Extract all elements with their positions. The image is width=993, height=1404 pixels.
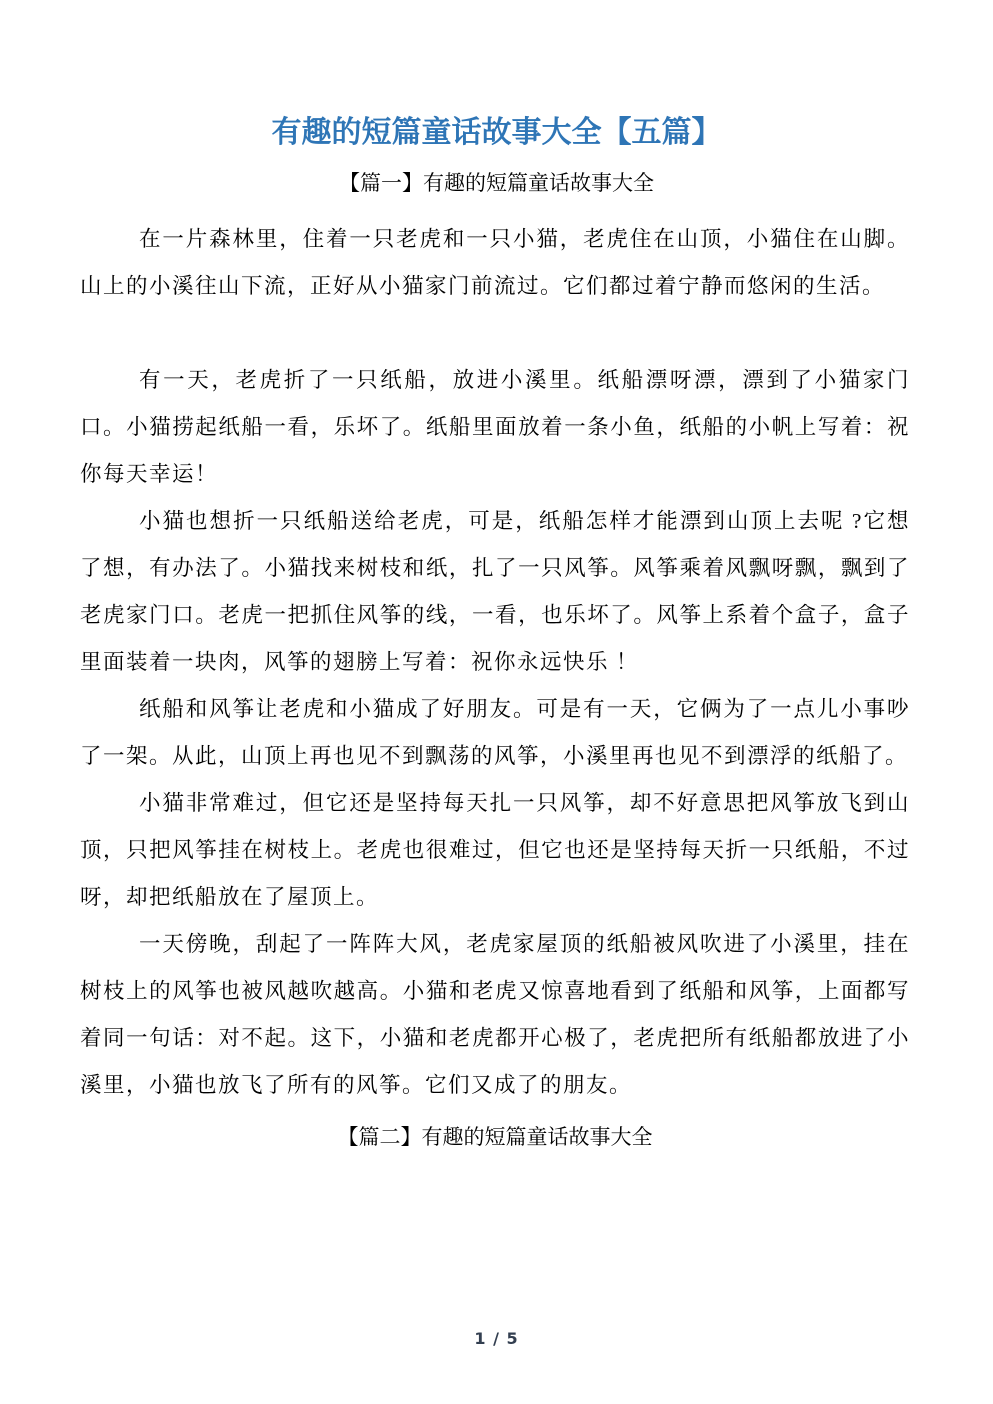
body-paragraph: 有一天，老虎折了一只纸船，放进小溪里。纸船漂呀漂，漂到了小猫家门口。小猫捞起纸船一看，乐坏了。纸船里面放着一条小鱼，纸船的小帆上写着：祝你每天幸运！ <box>80 368 910 486</box>
body-paragraph: 在一片森林里，住着一只老虎和一只小猫，老虎住在山顶，小猫住在山脚。山上的小溪往山下流，正好从小猫家门前流过。它们都过着宁静而悠闲的生活。 <box>80 227 910 298</box>
blank-line-spacer <box>80 310 910 357</box>
body-paragraph: 小猫也想折一只纸船送给老虎，可是，纸船怎样才能漂到山顶上去呢 ?它想了想，有办法了。小猫找来树枝和纸，扎了一只风筝。风筝乘着风飘呀飘，飘到了老虎家门口。老虎一把抓住风筝的线，一看，也乐坏了。风筝上系着个盒子，盒子里面装着一块肉，风筝的翅膀上写着：祝你永远快乐 ！ <box>80 509 910 674</box>
document-title: 有趣的短篇童话故事大全【五篇】 <box>271 116 722 149</box>
body-paragraph: 纸船和风筝让老虎和小猫成了好朋友。可是有一天，它俩为了一点儿小事吵了一架。从此，山顶上再也见不到飘荡的风筝，小溪里再也见不到漂浮的纸船了。 <box>80 697 910 768</box>
page-number: 1 / 5 <box>474 1329 519 1348</box>
body-paragraph: 一天傍晚，刮起了一阵阵大风，老虎家屋顶的纸船被风吹进了小溪里，挂在树枝上的风筝也被风越吹越高。小猫和老虎又惊喜地看到了纸船和风筝，上面都写着同一句话：对不起。这下，小猫和老虎都开心极了，老虎把所有纸船都放进了小溪里，小猫也放飞了所有的风筝。它们又成了的朋友。 <box>80 932 910 1097</box>
document-body <box>80 216 910 1157</box>
page-footer <box>0 1329 993 1348</box>
section-1-heading: 【篇一】有趣的短篇童话故事大全 <box>339 171 654 195</box>
section-2-heading: 【篇二】有趣的短篇童话故事大全 <box>337 1125 653 1149</box>
body-paragraph: 小猫非常难过，但它还是坚持每天扎一只风筝，却不好意思把风筝放飞到山顶，只把风筝挂在树枝上。老虎也很难过，但它也还是坚持每天折一只纸船，不过呀，却把纸船放在了屋顶上。 <box>80 791 910 909</box>
